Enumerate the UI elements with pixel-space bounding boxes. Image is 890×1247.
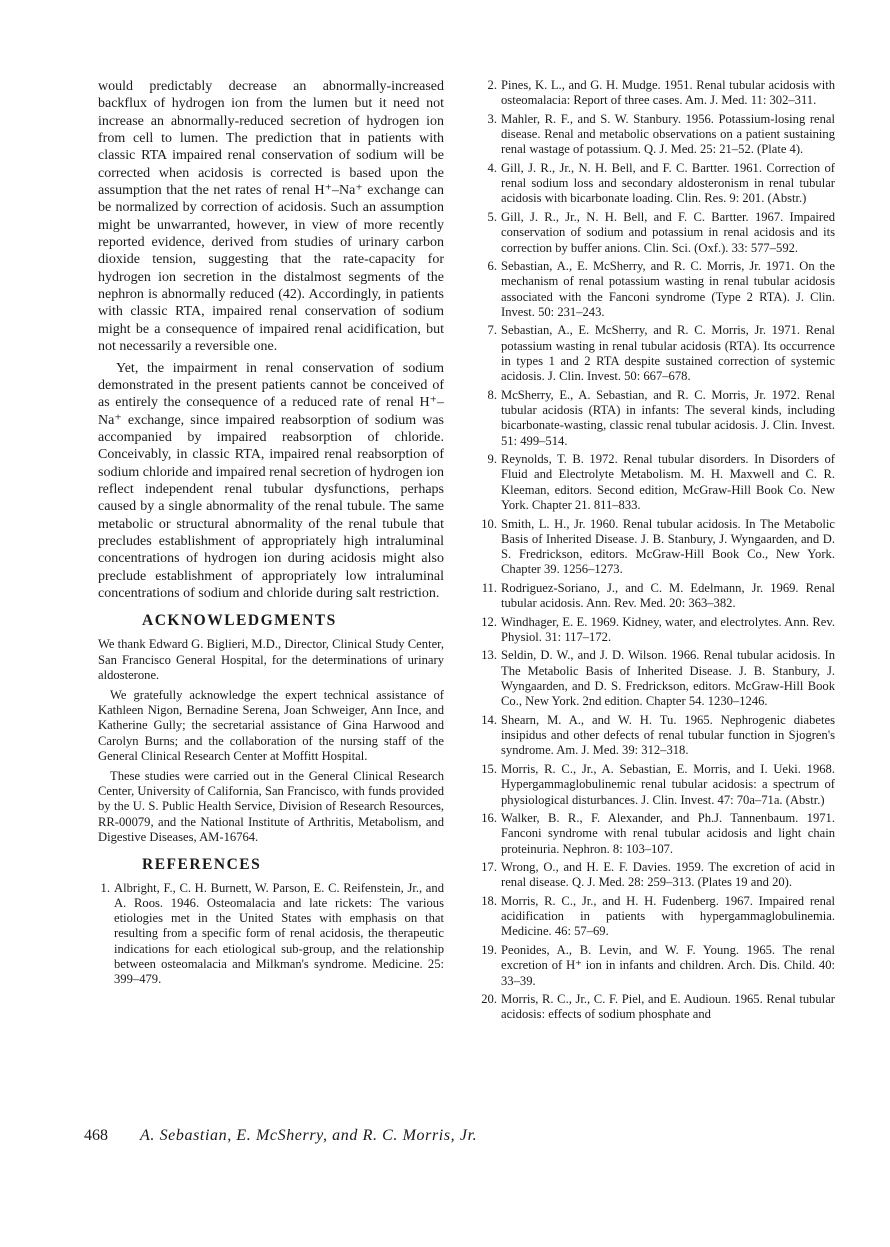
reference-item [477,894,835,940]
reference-number: 17. [481,860,497,875]
left-column [98,78,444,991]
reference-item [477,259,835,320]
reference-item [477,517,835,578]
reference-item [477,648,835,709]
reference-item [477,615,835,646]
acknowledgment-paragraph: We thank Edward G. Biglieri, M.D., Director, Clinical Study Center, San Francisco General Hospital, for the determinations of urinary aldosterone. [98,637,444,683]
reference-text: Albright, F., C. H. Burnett, W. Parson, E. C. Reifenstein, Jr., and A. Roos. 1946. Osteomalacia and late rickets: The various etiologies met in the United States with emphasis on that resulting from a specific form of renal acidosis, the therapeutic indications for each etiological sub-group, and the relationship between osteomalacia and Milkman's syndrome. Medicine. 25: 399–479. [114,880,444,987]
reference-item [477,388,835,449]
reference-item [477,860,835,891]
reference-item [477,161,835,207]
reference-text: Gill, J. R., Jr., N. H. Bell, and F. C. Bartter. 1967. Impaired conservation of sodium and potassium in renal acidosis and its correction by buffer anions. Clin. Sci. (Oxf.). 33: 577–592. [501,209,835,255]
reference-number: 4. [487,160,497,175]
reference-number: 10. [481,516,497,531]
reference-number: 9. [487,452,497,467]
reference-text: Smith, L. H., Jr. 1960. Renal tubular acidosis. In The Metabolic Basis of Inherited Disease. J. B. Stanbury, J. Wyngaarden, and D. S. Fredrickson, editors. McGraw-Hill Book Co., New York. Chapter 39. 1256–1273. [501,516,835,577]
reference-text: Seldin, D. W., and J. D. Wilson. 1966. Renal tubular acidosis. In The Metabolic Basis of Inherited Disease. J. B. Stanbury, J. Wyngaarden, and D. S. Fredrickson, editors. McGraw-Hill Book Co., New York. 2nd edition. Chapter 54. 1230–1246. [501,648,835,709]
reference-number: 5. [487,209,497,224]
reference-item [477,112,835,158]
reference-text: Rodriguez-Soriano, J., and C. M. Edelmann, Jr. 1969. Renal tubular acidosis. Ann. Rev. Med. 20: 363–382. [501,580,835,611]
reference-item [477,323,835,384]
reference-text: Shearn, M. A., and W. H. Tu. 1965. Nephrogenic diabetes insipidus and other defects of renal tubular function in Sjogren's syndrome. Am. J. Med. 39: 312–318. [501,712,835,758]
page-footer [84,1127,477,1145]
reference-number: 18. [481,893,497,908]
page-number: 468 [84,1127,108,1144]
reference-item [477,811,835,857]
reference-item [477,762,835,808]
reference-text: Sebastian, A., E. McSherry, and R. C. Morris, Jr. 1971. Renal potassium wasting in renal tubular acidosis (RTA). Its occurrence in types 1 and 2 RTA despite sustained correction of systemic acidosis. J. Clin. Invest. 50: 667–678. [501,323,835,384]
reference-list-left [98,881,444,988]
reference-item [98,881,444,988]
reference-item [477,452,835,513]
reference-number: 6. [487,259,497,274]
reference-text: Morris, R. C., Jr., A. Sebastian, E. Morris, and I. Ueki. 1968. Hypergammaglobulinemic renal tubular acidosis: a spectrum of physiological disturbances. J. Clin. Invest. 47: 70a–71a. (Abstr.) [501,761,835,807]
reference-text: Peonides, A., B. Levin, and W. F. Young. 1965. The renal excretion of H⁺ ion in infants and children. Arch. Dis. Child. 40: 33–39. [501,942,835,988]
reference-number: 12. [481,614,497,629]
reference-item [477,210,835,256]
right-column [477,78,835,1026]
reference-number: 7. [487,323,497,338]
reference-text: Walker, B. R., F. Alexander, and Ph.J. Tannenbaum. 1971. Fanconi syndrome with renal tubular acidosis and light chain proteinuria. Nephron. 8: 103–107. [501,810,835,856]
acknowledgment-paragraph: We gratefully acknowledge the expert technical assistance of Kathleen Nigon, Bernadine Serena, Joan Schweiger, Ann Ince, and Katherine Gully; the secretarial assistance of Gina Harwood and Carolyn Burns; and the collaboration of the nursing staff of the General Clinical Research Center at Moffitt Hospital. [98,687,444,764]
reference-text: Gill, J. R., Jr., N. H. Bell, and F. C. Bartter. 1961. Correction of renal sodium loss and secondary aldosteronism in renal tubular acidosis with bicarbonate loading. Clin. Res. 9: 201. (Abstr.) [501,160,835,206]
reference-item [477,992,835,1023]
reference-number: 14. [481,712,497,727]
reference-text: Windhager, E. E. 1969. Kidney, water, and electrolytes. Ann. Rev. Physiol. 31: 117–172. [501,614,835,644]
reference-text: Pines, K. L., and G. H. Mudge. 1951. Renal tubular acidosis with osteomalacia: Report of three cases. Am. J. Med. 11: 302–311. [501,78,835,108]
reference-number: 3. [487,111,497,126]
reference-text: Sebastian, A., E. McSherry, and R. C. Morris, Jr. 1971. On the mechanism of renal potassium wasting in renal tubular acidosis associated with the Fanconi syndrome (Type 2 RTA). J. Clin. Invest. 50: 231–243. [501,259,835,319]
reference-text: Wrong, O., and H. E. F. Davies. 1959. The excretion of acid in renal disease. Q. J. Med. 28: 259–313. (Plates 19 and 20). [501,860,835,890]
reference-text: Morris, R. C., Jr., C. F. Piel, and E. Audioun. 1965. Renal tubular acidosis: effects of sodium phosphate and [501,992,835,1022]
reference-text: Mahler, R. F., and S. W. Stanbury. 1956. Potassium-losing renal disease. Renal and metabolic observations on a patient sustaining renal wastage of potassium. Q. J. Med. 25: 21–52. (Plate 4). [501,111,835,157]
acknowledgment-paragraph: These studies were carried out in the General Clinical Research Center, University of California, San Francisco, with funds provided by the U. S. Public Health Service, Division of Research Resources, RR-00079, and the National Institute of Arthritis, Metabolism, and Digestive Diseases, AM-16764. [98,768,444,845]
reference-list-right [477,78,835,1023]
reference-item [477,581,835,612]
reference-number: 16. [481,810,497,825]
acknowledgments-heading: ACKNOWLEDGMENTS [142,612,337,630]
reference-number: 15. [481,761,497,776]
reference-text: McSherry, E., A. Sebastian, and R. C. Morris, Jr. 1972. Renal tubular acidosis (RTA) in infants: The several kinds, including bicarbonate-wasting, classic renal tubular acidosis. J. Clin. Invest. 51: 499–514. [501,387,835,448]
reference-text: Morris, R. C., Jr., and H. H. Fudenberg. 1967. Impaired renal acidification in patients with hypergammaglobulinemia. Medicine. 46: 57–69. [501,893,835,939]
running-authors: A. Sebastian, E. McSherry, and R. C. Morris, Jr. [140,1127,478,1144]
body-paragraph: Yet, the impairment in renal conservation of sodium demonstrated in the present patients cannot be conceived of as entirely the consequence of a reduced rate of renal H⁺–Na⁺ exchange, since impaired reabsorption of sodium was accompanied by impaired reabsorption of chloride. Conceivably, in classic RTA, impaired renal reabsorption of sodium chloride and impaired renal secretion of hydrogen ion reflect independent renal tubular dysfunctions, perhaps caused by a single abnormality of the renal tubule. The same metabolic or structural abnormality of the renal tubule that precludes establishment of appropriately high intraluminal concentrations of hydrogen ion during acidosis might also preclude establishment of appropriately low intraluminal concentrations of sodium and chloride during salt restriction. [98,360,445,601]
reference-number: 11. [481,580,497,595]
reference-number: 2. [487,78,497,92]
reference-item [477,943,835,989]
reference-number: 20. [481,992,497,1006]
reference-number: 19. [481,942,497,957]
reference-number: 8. [487,387,497,402]
reference-number: 1. [100,880,110,895]
body-paragraph: would predictably decrease an abnormally-increased backflux of hydrogen ion from the lumen but it need not increase an abnormally-reduced secretion of hydrogen ion from cell to lumen. The prediction that in patients with classic RTA impaired renal conservation of sodium will be corrected when acidosis is corrected is based upon the assumption that the net rates of renal H⁺–Na⁺ exchange can be normalized by correction of acidosis. Such an assumption might be unwarranted, however, in view of more recently reported evidence, derived from studies of urinary carbon dioxide tension, suggesting that the rate-capacity for hydrogen ion secretion in the distalmost segments of the nephron is abnormally reduced (42). Accordingly, in patients with classic RTA, impaired renal conservation of sodium might be a consequence of impaired renal acidification, but not necessarily a reversible one. [98,79,444,355]
reference-item [477,713,835,759]
reference-text: Reynolds, T. B. 1972. Renal tubular disorders. In Disorders of Fluid and Electrolyte Metabolism. M. H. Maxwell and C. R. Kleeman, editors. Second edition, McGraw-Hill Book Co. New York. Chapter 21. 811–833. [501,452,835,513]
reference-item [477,78,835,109]
reference-number: 13. [481,648,497,663]
references-heading: REFERENCES [142,855,262,873]
